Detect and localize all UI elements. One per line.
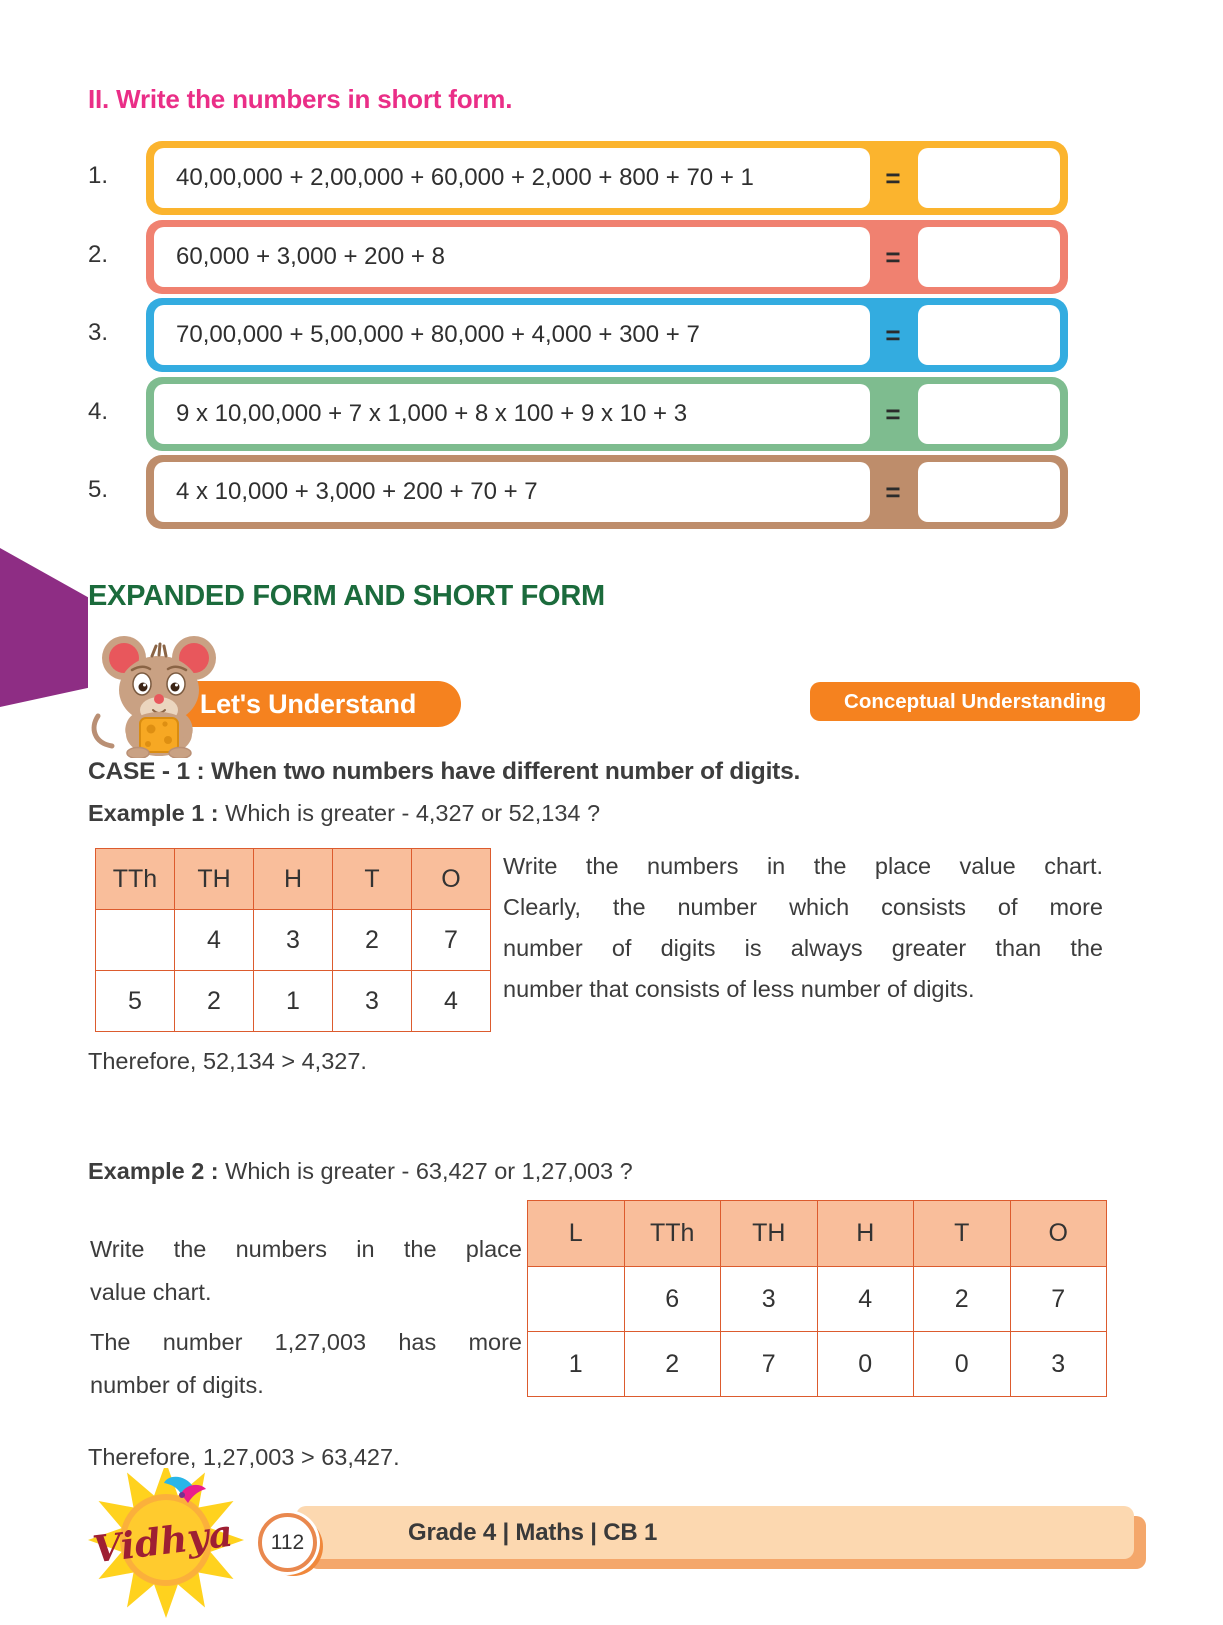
text-line: number of digits. — [90, 1372, 264, 1398]
header-cell: TH — [175, 849, 254, 910]
exercise-row — [146, 377, 1068, 451]
cell: 5 — [96, 971, 175, 1032]
cell: 7 — [1010, 1267, 1107, 1332]
cell: 3 — [721, 1267, 818, 1332]
exercise-row — [146, 455, 1068, 529]
explanation-paragraph — [503, 846, 1103, 1010]
cell: 3 — [254, 910, 333, 971]
cell: 4 — [817, 1267, 914, 1332]
example-2-line — [88, 1158, 633, 1185]
text-line: number that consists of less number of digits. — [503, 976, 975, 1002]
cell — [528, 1267, 625, 1332]
exercise-row — [146, 141, 1068, 215]
lets-understand-badge: Let's Understand — [155, 681, 461, 727]
footer-bar: Grade 4 | Maths | CB 1 — [296, 1506, 1134, 1559]
conclusion-2: Therefore, 1,27,003 > 63,427. — [88, 1444, 400, 1470]
text-line: value chart. — [90, 1279, 212, 1305]
row-number: 4. — [88, 398, 109, 425]
answer-box[interactable] — [918, 227, 1060, 287]
header-cell: H — [817, 1201, 914, 1267]
expression-text: 4 x 10,000 + 3,000 + 200 + 70 + 7 — [154, 462, 870, 522]
answer-box[interactable] — [918, 305, 1060, 365]
answer-box[interactable] — [918, 148, 1060, 208]
header-cell: H — [254, 849, 333, 910]
header-cell: T — [333, 849, 412, 910]
expression-text: 70,00,000 + 5,00,000 + 80,000 + 4,000 + 300 + 7 — [154, 305, 870, 365]
cell: 2 — [624, 1332, 721, 1397]
equals-sign: = — [885, 320, 901, 350]
header-cell: O — [412, 849, 491, 910]
cell: 3 — [1010, 1332, 1107, 1397]
cell: 1 — [254, 971, 333, 1032]
cell: 1 — [528, 1332, 625, 1397]
example-2-text: Which is greater - 63,427 or 1,27,003 ? — [225, 1158, 633, 1184]
table-header-row — [96, 849, 491, 910]
header-cell: TTh — [96, 849, 175, 910]
example-2-label: Example 2 : — [88, 1158, 219, 1184]
page-number-badge: 112 — [258, 1513, 317, 1572]
table-row — [96, 910, 491, 971]
row-number: 3. — [88, 319, 109, 346]
equals-sign: = — [885, 477, 901, 507]
exercise-row — [146, 220, 1068, 294]
cell: 0 — [914, 1332, 1011, 1397]
header-cell: TH — [721, 1201, 818, 1267]
place-value-table-2 — [527, 1200, 1107, 1397]
text-line: Write the numbers in the place value chart. — [503, 853, 1103, 879]
cell: 0 — [817, 1332, 914, 1397]
header-cell: TTh — [624, 1201, 721, 1267]
section-title: EXPANDED FORM AND SHORT FORM — [88, 580, 605, 612]
cell — [96, 910, 175, 971]
equals-sign: = — [885, 399, 901, 429]
logo-text: Vidhya — [90, 1510, 235, 1572]
conclusion-1: Therefore, 52,134 > 4,327. — [88, 1048, 367, 1074]
answer-box[interactable] — [918, 462, 1060, 522]
table-row — [528, 1267, 1107, 1332]
table-row — [96, 971, 491, 1032]
equals-sign: = — [885, 242, 901, 272]
header-cell: T — [914, 1201, 1011, 1267]
header-cell: L — [528, 1201, 625, 1267]
row-number: 5. — [88, 476, 109, 503]
row-number: 1. — [88, 162, 109, 189]
text-line: Write the numbers in the place — [90, 1236, 522, 1262]
header-cell: O — [1010, 1201, 1107, 1267]
expression-text: 40,00,000 + 2,00,000 + 60,000 + 2,000 + 800 + 70 + 1 — [154, 148, 870, 208]
place-value-table-1 — [95, 848, 491, 1032]
row-number: 2. — [88, 241, 109, 268]
text-line: number of digits is always greater than the — [503, 935, 1103, 961]
expression-text: 60,000 + 3,000 + 200 + 8 — [154, 227, 870, 287]
cell: 7 — [412, 910, 491, 971]
example-2-paragraph — [90, 1228, 522, 1407]
example-1-line — [88, 800, 600, 827]
example-1-label: Example 1 : — [88, 800, 219, 826]
cell: 4 — [175, 910, 254, 971]
mouse-with-cheese-icon — [84, 628, 234, 758]
vidhya-logo — [66, 1468, 266, 1618]
cell: 6 — [624, 1267, 721, 1332]
exercise-heading: II. Write the numbers in short form. — [88, 84, 513, 114]
text-line: Clearly, the number which consists of more — [503, 894, 1103, 920]
equals-sign: = — [885, 163, 901, 193]
corner-ribbon — [0, 548, 88, 707]
table-header-row — [528, 1201, 1107, 1267]
exercise-row — [146, 298, 1068, 372]
conceptual-understanding-badge: Conceptual Understanding — [810, 682, 1140, 721]
cell: 3 — [333, 971, 412, 1032]
expression-text: 9 x 10,00,000 + 7 x 1,000 + 8 x 100 + 9 x 10 + 3 — [154, 384, 870, 444]
table-row — [528, 1332, 1107, 1397]
case-heading: CASE - 1 : When two numbers have different number of digits. — [88, 758, 801, 785]
cell: 7 — [721, 1332, 818, 1397]
cell: 4 — [412, 971, 491, 1032]
text-line: The number 1,27,003 has more — [90, 1329, 522, 1355]
cell: 2 — [175, 971, 254, 1032]
cell: 2 — [914, 1267, 1011, 1332]
cell: 2 — [333, 910, 412, 971]
example-1-text: Which is greater - 4,327 or 52,134 ? — [225, 800, 601, 826]
answer-box[interactable] — [918, 384, 1060, 444]
